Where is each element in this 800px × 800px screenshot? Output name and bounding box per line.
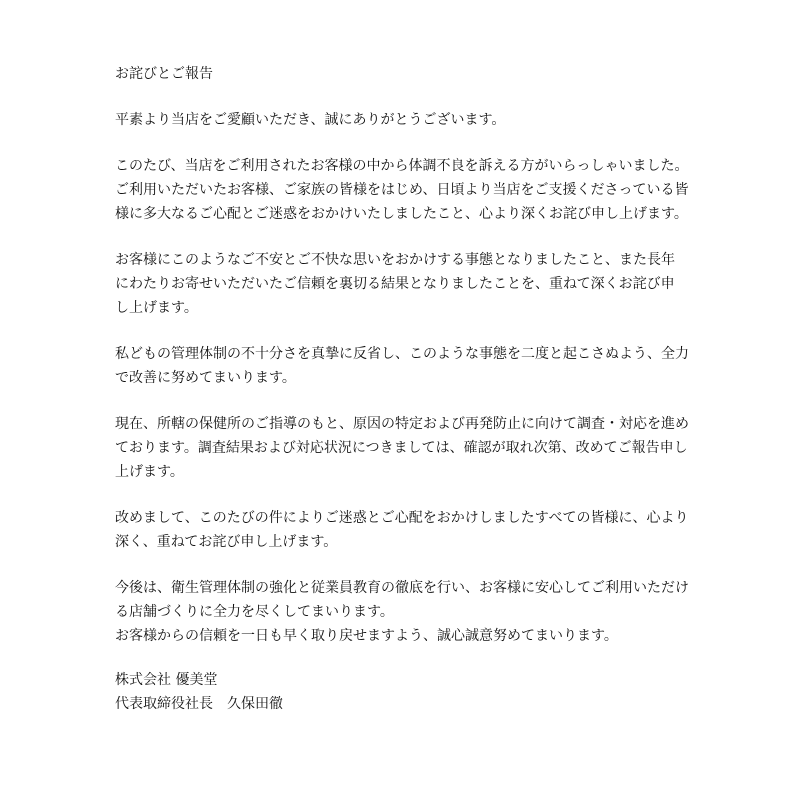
paragraph-line: お客様からの信頼を一日も早く取り戻せますよう、誠心誠意努めてまいります。: [115, 628, 618, 644]
company-name: 株式会社 優美堂: [115, 672, 218, 688]
document-title: お詫びとご報告: [115, 66, 213, 82]
paragraph-line: る店舗づくりに全力を尽くしてまいります。: [115, 604, 394, 620]
signature-block: [115, 668, 695, 716]
representative-name: 代表取締役社長 久保田徹: [115, 696, 283, 712]
paragraph-line: 様に多大なるご心配とご迷惑をおかけいたしましたこと、心より深くお詫び申し上げます。: [115, 206, 688, 222]
paragraph-line: ご利用いただいたお客様、ご家族の皆様をはじめ、日頃より当店をご支援くださっている皆: [115, 182, 689, 198]
paragraph-line: ております。調査結果および対応状況につきましては、確認が取れ次第、改めてご報告申し: [115, 440, 688, 456]
paragraph-line: このたび、当店をご利用されたお客様の中から体調不良を訴える方がいらっしゃいました。: [115, 158, 689, 174]
paragraph-line: 今後は、衛生管理体制の強化と従業員教育の徹底を行い、お客様に安心してご利用いただけ: [115, 580, 689, 596]
paragraph-investigation: [115, 412, 695, 484]
paragraph-incident: [115, 154, 695, 226]
paragraph-line: お客様にこのようなご不安とご不快な思いをおかけする事態となりましたこと、また長年: [115, 252, 675, 268]
paragraph-line: にわたりお寄せいただいたご信頼を裏切る結果となりましたことを、重ねて深くお詫び申: [115, 276, 675, 292]
apology-notice-document: [115, 62, 695, 716]
paragraph-apology-repeat: [115, 506, 695, 554]
paragraph-line: で改善に努めてまいります。: [115, 370, 296, 386]
paragraph-line: 上げます。: [115, 464, 184, 480]
paragraph-future-commitment: [115, 576, 695, 648]
greeting-line: 平素より当店をご愛顧いただき、誠にありがとうございます。: [115, 112, 506, 128]
paragraph-reflection: [115, 342, 695, 390]
paragraph-line: 改めまして、このたびの件によりご迷惑とご心配をおかけしましたすべての皆様に、心より: [115, 510, 689, 526]
paragraph-line: 深く、重ねてお詫び申し上げます。: [115, 534, 338, 550]
paragraph-line: 現在、所轄の保健所のご指導のもと、原因の特定および再発防止に向けて調査・対応を進め: [115, 416, 689, 432]
paragraph-line: し上げます。: [115, 300, 198, 316]
paragraph-line: 私どもの管理体制の不十分さを真摯に反省し、このような事態を二度と起こさぬよう、全力: [115, 346, 689, 362]
paragraph-trust: [115, 248, 695, 320]
